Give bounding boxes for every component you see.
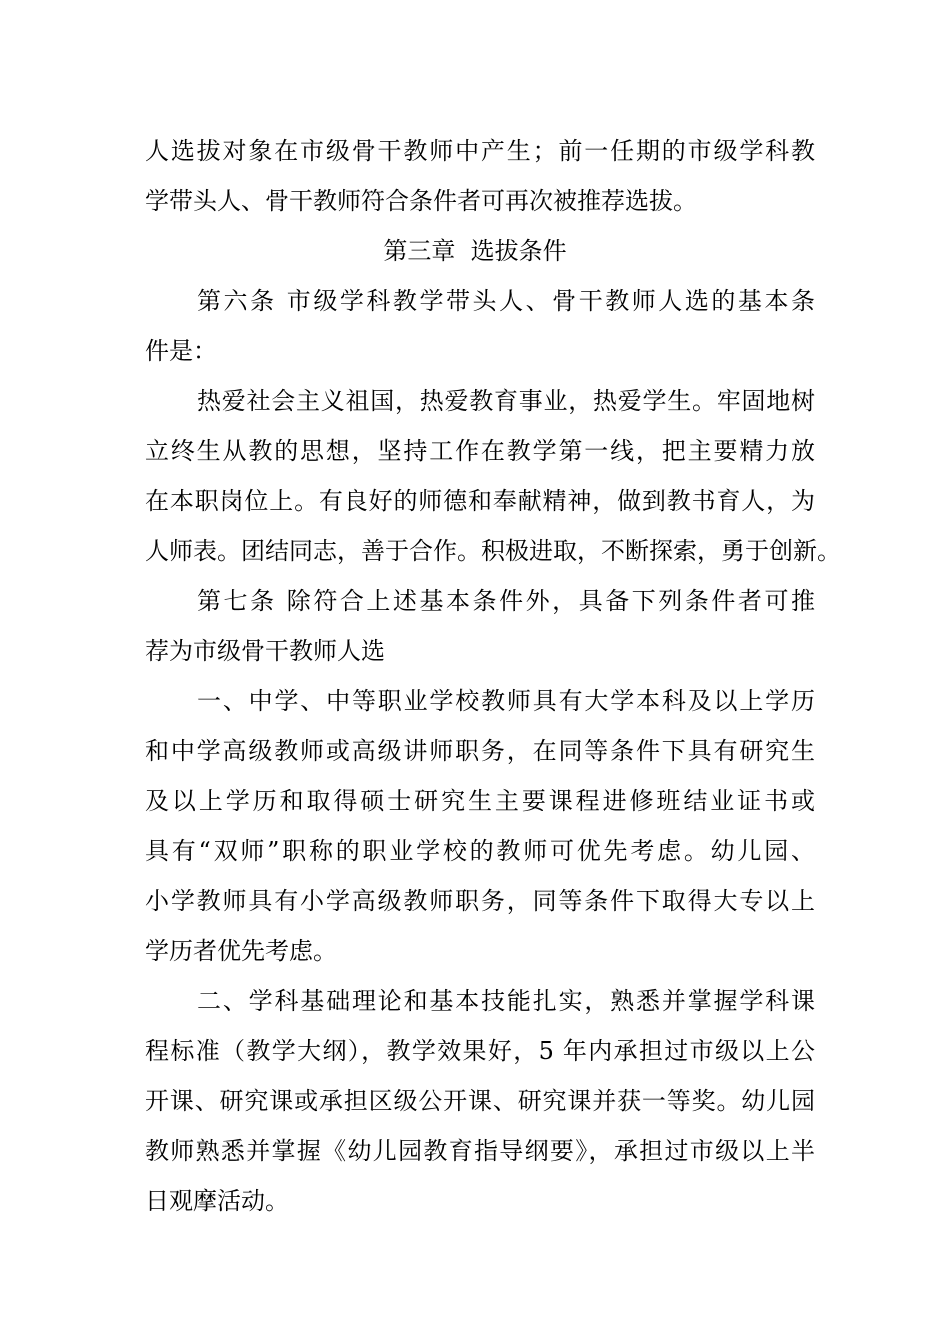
text-line: 一、中学、中等职业学校教师具有大学本科及以上学历 [197, 687, 815, 715]
text-line: 小学教师具有小学高级教师职务，同等条件下取得大专以上 [145, 887, 815, 915]
text-line: 具有“双师”职称的职业学校的教师可优先考虑。幼儿园、 [145, 837, 815, 865]
chapter-heading: 第三章 选拔条件 [383, 237, 567, 265]
text-line: 立终生从教的思想，坚持工作在教学第一线，把主要精力放 [145, 437, 815, 465]
text-line: 开课、研究课或承担区级公开课、研究课并获一等奖。幼儿园 [145, 1087, 815, 1115]
text-line: 程标准（教学大纲），教学效果好，5 年内承担过市级以上公 [145, 1037, 815, 1065]
article-title: 第六条 市级学科教学带头人、骨干教师人选的基本条 [197, 287, 815, 315]
text-line: 件是： [145, 337, 217, 365]
text-line: 学带头人、骨干教师符合条件者可再次被推荐选拔。 [145, 187, 697, 215]
text-line: 教师熟悉并掌握《幼儿园教育指导纲要》，承担过市级以上半 [145, 1137, 815, 1165]
text-line: 日观摩活动。 [145, 1187, 289, 1215]
text-line: 热爱社会主义祖国，热爱教育事业，热爱学生。牢固地树 [197, 387, 815, 415]
text-line: 及以上学历和取得硕士研究生主要课程进修班结业证书或 [145, 787, 815, 815]
text-line: 学历者优先考虑。 [145, 937, 337, 965]
text-line: 荐为市级骨干教师人选 [145, 637, 385, 665]
text-line: 二、学科基础理论和基本技能扎实，熟悉并掌握学科课 [197, 987, 815, 1015]
text-line: 和中学高级教师或高级讲师职务，在同等条件下具有研究生 [145, 737, 815, 765]
article-title: 第七条 除符合上述基本条件外，具备下列条件者可推 [197, 587, 815, 615]
text-line: 人师表。团结同志，善于合作。积极进取，不断探索，勇于创新。 [145, 537, 841, 565]
text-line: 人选拔对象在市级骨干教师中产生；前一任期的市级学科教 [145, 137, 815, 165]
text-line: 在本职岗位上。有良好的师德和奉献精神，做到教书育人，为 [145, 487, 815, 515]
